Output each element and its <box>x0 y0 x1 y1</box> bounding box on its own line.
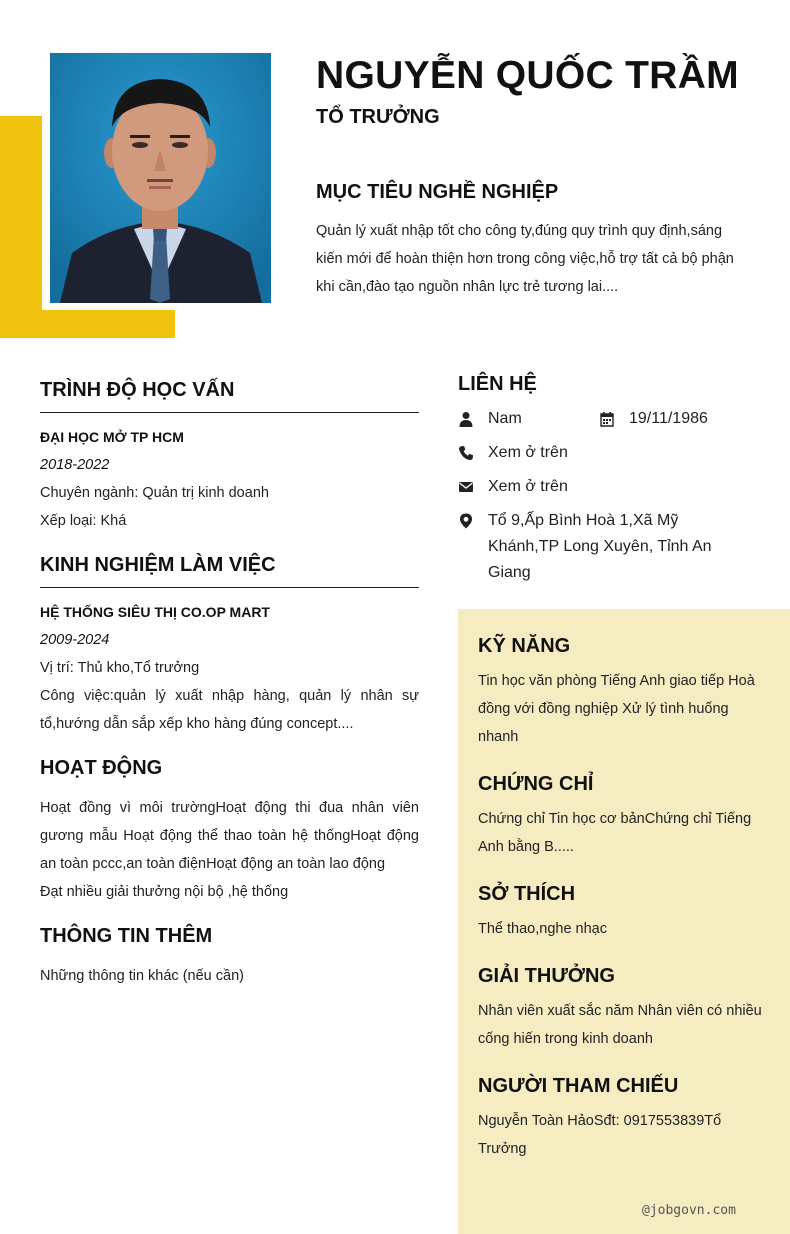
education-years: 2018-2022 <box>40 457 110 473</box>
objective-title: MỤC TIÊU NGHỀ NGHIỆP <box>316 181 559 203</box>
education-grade: Xếp loại: Khá <box>40 513 127 529</box>
calendar-icon <box>599 406 629 432</box>
contact-phone-value: Xem ở trên <box>488 444 568 461</box>
candidate-name: NGUYỄN QUỐC TRẦM <box>316 54 739 97</box>
education-school: ĐẠI HỌC MỞ TP HCM <box>40 429 184 445</box>
contact-phone <box>458 440 568 466</box>
left-column <box>40 376 419 990</box>
references-title: NGƯỜI THAM CHIẾU <box>478 1075 679 1097</box>
education-major: Chuyên ngành: Quản trị kinh doanh <box>40 485 269 501</box>
awards-text: Nhân viên xuất sắc năm Nhân viên có nhiều cống hiến trong kinh doanh <box>478 1003 762 1047</box>
site-watermark: @jobgovn.com <box>642 1203 736 1218</box>
awards-section <box>478 961 770 1053</box>
activities-award: Đạt nhiều giải thưởng nội bộ ,hệ thống <box>40 884 289 900</box>
skills-title: KỸ NĂNG <box>478 635 571 657</box>
phone-icon <box>458 440 488 466</box>
location-pin-icon <box>458 508 488 534</box>
references-section <box>478 1071 770 1163</box>
activities-section <box>40 754 419 906</box>
experience-duties: Công việc:quản lý xuất nhập hàng, quản lý nhân sự tổ,hướng dẫn sắp xếp kho hàng đúng concept.... <box>40 688 419 732</box>
yellow-accent-horizontal <box>0 310 175 338</box>
education-section <box>40 376 419 535</box>
experience-role: Vị trí: Thủ kho,Tổ trưởng <box>40 660 200 676</box>
right-panel <box>458 609 790 1234</box>
awards-title: GIẢI THƯỞNG <box>478 965 615 987</box>
contact-title: LIÊN HỆ <box>458 373 537 395</box>
profile-photo-portrait <box>50 53 271 303</box>
person-icon <box>458 406 488 432</box>
contact-address-value: Tổ 9,Ấp Bình Hoà 1,Xã Mỹ Khánh,TP Long Xuyên, Tỉnh An Giang <box>488 512 712 581</box>
contact-birthday <box>599 406 708 432</box>
skills-section <box>478 631 770 751</box>
hobbies-title: SỞ THÍCH <box>478 883 576 905</box>
hobbies-section <box>478 879 770 943</box>
envelope-icon <box>458 474 488 500</box>
contact-address <box>458 508 748 586</box>
activities-title: HOẠT ĐỘNG <box>40 757 163 779</box>
experience-company: HỆ THỐNG SIÊU THỊ CO.OP MART <box>40 604 270 620</box>
certificates-title: CHỨNG CHỈ <box>478 773 594 795</box>
profile-photo <box>50 53 271 303</box>
references-text: Nguyễn Toàn HảoSđt: 0917553839Tổ Trưởng <box>478 1113 722 1157</box>
contact-birthday-value: 19/11/1986 <box>629 410 708 427</box>
more-info-text: Những thông tin khác (nếu cần) <box>40 968 244 984</box>
hobbies-text: Thể thao,nghe nhạc <box>478 921 607 937</box>
certificates-text: Chứng chỉ Tin học cơ bảnChứng chỉ Tiếng Anh bằng B..... <box>478 811 752 855</box>
experience-years: 2009-2024 <box>40 632 110 648</box>
yellow-accent-vertical <box>0 116 42 338</box>
candidate-position: TỔ TRƯỞNG <box>316 106 440 128</box>
contact-gender <box>458 406 522 432</box>
more-info-section <box>40 922 419 990</box>
activities-text: Hoạt đồng vì môi trườngHoạt động thi đua nhân viên gương mẫu Hoạt động thể thao toàn hệ thốngHoạt động an toàn pccc,an toàn điệnHoạt động an toàn lao động <box>40 800 419 872</box>
experience-section <box>40 551 419 738</box>
certificates-section <box>478 769 770 861</box>
contact-email <box>458 474 568 500</box>
contact-email-value: Xem ở trên <box>488 478 568 495</box>
skills-text: Tin học văn phòng Tiếng Anh giao tiếp Hoà đồng với đồng nghiệp Xử lý tình huống nhanh <box>478 673 755 745</box>
education-title: TRÌNH ĐỘ HỌC VẤN <box>40 376 419 413</box>
more-info-title: THÔNG TIN THÊM <box>40 925 213 947</box>
objective-text: Quản lý xuất nhập tốt cho công ty,đúng quy trình quy định,sáng kiến mới để hoàn thiện hơn trong công việc,hỗ trợ tất cả bộ phận khi cần,đào tạo nguồn nhân lực trẻ tương lai.... <box>316 223 734 295</box>
experience-title: KINH NGHIỆM LÀM VIỆC <box>40 551 419 588</box>
contact-gender-value: Nam <box>488 410 522 427</box>
